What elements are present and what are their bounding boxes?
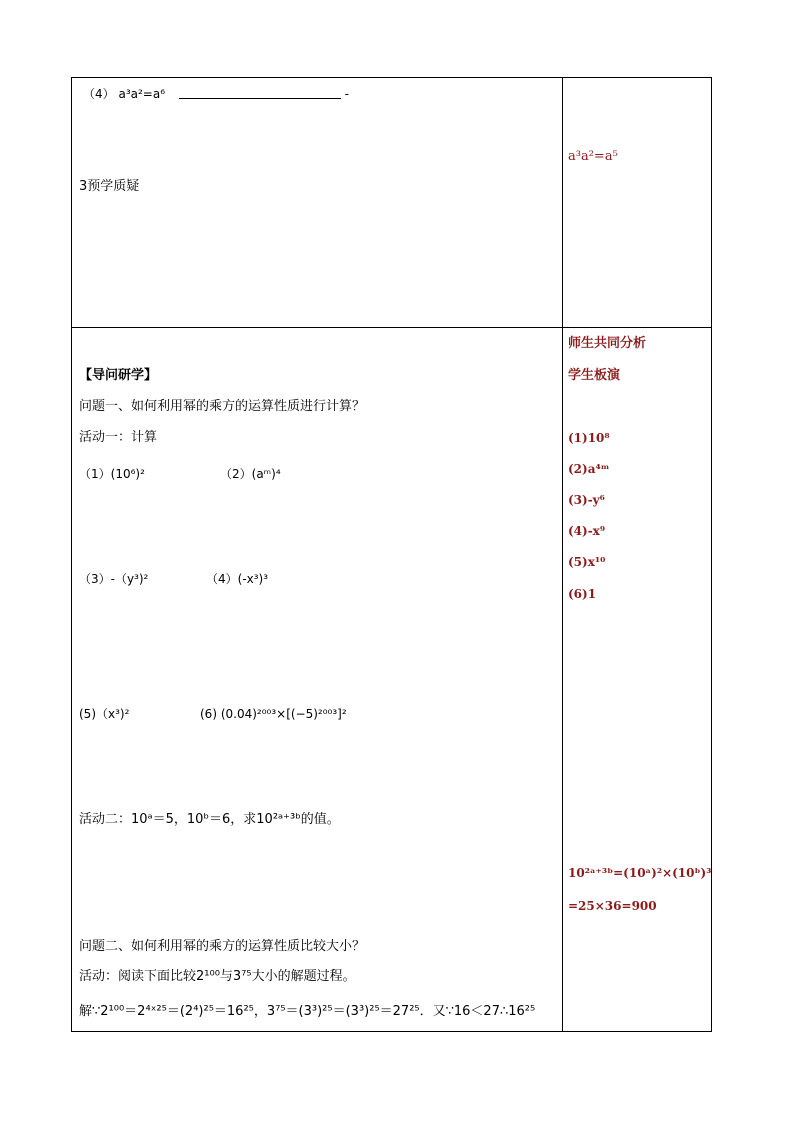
preview-heading: 3预学质疑 — [79, 179, 140, 194]
teacher-note-1: 师生共同分析 — [568, 336, 647, 351]
lesson-table — [71, 77, 712, 1032]
section-title: 【导问研学】 — [79, 368, 158, 383]
item4-expr: a³a²=a⁶ — [118, 87, 166, 101]
item4-prefix: （4） — [83, 87, 115, 101]
activity-two-answer-line2: =25×36=900 — [568, 899, 657, 913]
answer-blank — [179, 90, 341, 99]
question-two: 问题二、如何利用幂的乘方的运算性质比较大小？ — [79, 939, 366, 954]
answer-2: (2)a⁴ᵐ — [568, 462, 610, 476]
answer-1: (1)10⁸ — [568, 431, 610, 445]
answer-top: a³a²=a⁵ — [568, 149, 618, 164]
exercise-6: (6) (0.04)²⁰⁰³×[(−5)²⁰⁰³]² — [200, 707, 347, 721]
activity-three: 活动：阅读下面比较2¹⁰⁰与3⁷⁵大小的解题过程。 — [79, 969, 356, 984]
item4-end: - — [344, 87, 350, 101]
answer-6: (6)1 — [568, 587, 597, 601]
exercise-3: （3）-（y³)² — [79, 572, 149, 586]
answer-5: (5)x¹⁰ — [568, 555, 606, 569]
column-divider — [562, 78, 563, 1031]
solution-line: 解∵2¹⁰⁰＝2⁴ˣ²⁵＝(2⁴)²⁵＝16²⁵，3⁷⁵＝(3³)²⁵＝(3³)²⁵＝27²⁵．又∵16＜27∴16²⁵ — [79, 1004, 536, 1019]
exercise-2: （2）(aᵐ)⁴ — [220, 467, 281, 481]
item4-line — [83, 86, 349, 102]
activity-two-answer-line1: 10²ᵃ⁺³ᵇ=(10ᵃ)²×(10ᵇ)³ — [568, 866, 712, 880]
answer-4: (4)-x⁹ — [568, 524, 606, 538]
exercise-5: (5)（x³)² — [79, 707, 130, 721]
activity-one: 活动一：计算 — [79, 430, 158, 445]
teacher-note-2: 学生板演 — [568, 368, 621, 383]
activity-two: 活动二：10ᵃ＝5，10ᵇ＝6，求10²ᵃ⁺³ᵇ的值。 — [79, 812, 340, 827]
answer-3: (3)-y⁶ — [568, 493, 605, 507]
exercise-1: （1）(10⁶)² — [79, 467, 145, 481]
exercise-4: （4）(-x³)³ — [206, 572, 269, 586]
question-one: 问题一、如何利用幂的乘方的运算性质进行计算？ — [79, 399, 366, 414]
row-divider — [72, 327, 711, 328]
